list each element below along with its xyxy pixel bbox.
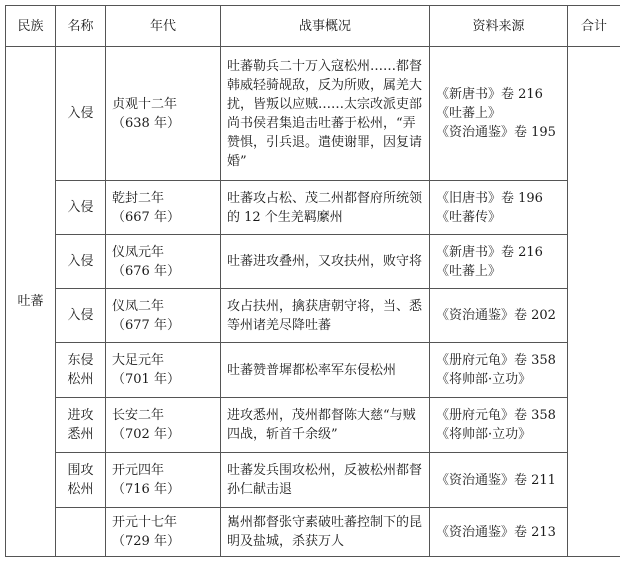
source-cell bbox=[430, 235, 568, 289]
overview-cell: 攻占扶州，擒获唐朝守将，当、悉等州诸羌尽降吐蕃 bbox=[221, 289, 430, 343]
era-cell bbox=[106, 508, 221, 557]
era-cell bbox=[106, 235, 221, 289]
total-cell bbox=[568, 47, 621, 557]
name-cell: 入侵 bbox=[56, 289, 106, 343]
source-line: 《册府元龟》卷 358 bbox=[436, 353, 556, 368]
source-line: 《资治通鉴》卷 211 bbox=[436, 472, 556, 488]
source-cell bbox=[430, 47, 568, 181]
overview-cell: 吐蕃进攻叠州，又攻扶州，败守将 bbox=[221, 235, 430, 289]
era-line: （729 年） bbox=[112, 534, 180, 549]
source-cell bbox=[430, 398, 568, 453]
name-line: 松州 bbox=[67, 372, 94, 387]
source-line: 《将帅部·立功》 bbox=[436, 427, 532, 442]
era-line: 开元四年 bbox=[112, 463, 165, 478]
header-name: 名称 bbox=[56, 6, 106, 47]
era-line: 乾封二年 bbox=[112, 190, 165, 206]
source-line: 《资治通鉴》卷 202 bbox=[436, 308, 556, 323]
table-row bbox=[6, 508, 621, 557]
source-line: 《吐蕃上》 bbox=[436, 106, 502, 121]
era-line: 开元十七年 bbox=[112, 515, 178, 530]
name-line: 松州 bbox=[67, 482, 94, 497]
era-line: 仪凤元年 bbox=[112, 244, 165, 260]
source-cell bbox=[430, 453, 568, 508]
name-cell: 入侵 bbox=[56, 47, 106, 181]
header-source: 资料来源 bbox=[430, 6, 568, 47]
source-cell bbox=[430, 343, 568, 398]
era-line: （702 年） bbox=[112, 427, 180, 442]
overview-cell: 吐蕃勒兵二十万入寇松州……都督韩威轻骑觇敌，反为所败，属羌大扰，皆叛以应贼……太宗改派吏部尚书侯君集追击吐蕃于松州，“弄赞惧，引兵退。遣使谢罪，因复请婚” bbox=[221, 47, 430, 181]
campaign-table bbox=[5, 5, 620, 557]
era-cell bbox=[106, 343, 221, 398]
era-cell bbox=[106, 398, 221, 453]
era-cell bbox=[106, 181, 221, 235]
era-line: （677 年） bbox=[112, 317, 180, 333]
name-cell: 入侵 bbox=[56, 235, 106, 289]
source-line: 《新唐书》卷 216 bbox=[436, 244, 543, 260]
overview-cell: 嶲州都督张守素破吐蕃控制下的昆明及盐城，杀获万人 bbox=[221, 508, 430, 557]
name-cell bbox=[56, 398, 106, 453]
era-cell bbox=[106, 289, 221, 343]
era-cell bbox=[106, 453, 221, 508]
era-line: 仪凤二年 bbox=[112, 298, 165, 314]
table-row bbox=[6, 47, 621, 181]
era-cell bbox=[106, 47, 221, 181]
era-line: （667 年） bbox=[112, 209, 180, 225]
source-line: 《资治通鉴》卷 195 bbox=[436, 125, 556, 140]
header-total: 合计 bbox=[568, 6, 621, 47]
name-line: 围攻 bbox=[67, 463, 94, 478]
era-line: 长安二年 bbox=[112, 408, 165, 423]
source-line: 《吐蕃传》 bbox=[436, 209, 502, 225]
source-line: 《将帅部·立功》 bbox=[436, 372, 532, 387]
source-line: 《旧唐书》卷 196 bbox=[436, 190, 543, 206]
name-cell bbox=[56, 343, 106, 398]
table-row bbox=[6, 289, 621, 343]
source-cell bbox=[430, 289, 568, 343]
era-line: （701 年） bbox=[112, 372, 180, 387]
ethnic-cell: 吐蕃 bbox=[6, 47, 56, 557]
overview-cell: 吐蕃攻占松、茂二州都督府所统领的 12 个生羌羁縻州 bbox=[221, 181, 430, 235]
table-row bbox=[6, 343, 621, 398]
source-line: 《新唐书》卷 216 bbox=[436, 87, 543, 102]
table-row bbox=[6, 181, 621, 235]
name-line: 进攻 bbox=[67, 408, 94, 423]
era-line: 大足元年 bbox=[112, 353, 165, 368]
name-cell bbox=[56, 508, 106, 557]
table-wrapper bbox=[5, 5, 620, 576]
name-cell: 入侵 bbox=[56, 181, 106, 235]
header-overview: 战事概况 bbox=[221, 6, 430, 47]
source-cell bbox=[430, 508, 568, 557]
header-ethnic: 民族 bbox=[6, 6, 56, 47]
name-line: 东侵 bbox=[67, 353, 94, 368]
header-row bbox=[6, 6, 621, 47]
source-line: 《吐蕃上》 bbox=[436, 263, 502, 279]
table-row bbox=[6, 235, 621, 289]
header-era: 年代 bbox=[106, 6, 221, 47]
source-line: 《册府元龟》卷 358 bbox=[436, 408, 556, 423]
name-cell bbox=[56, 453, 106, 508]
era-line: （638 年） bbox=[112, 115, 180, 131]
era-line: 贞观十二年 bbox=[112, 96, 178, 112]
era-line: （716 年） bbox=[112, 482, 180, 497]
overview-cell: 吐蕃发兵围攻松州，反被松州都督孙仁献击退 bbox=[221, 453, 430, 508]
era-line: （676 年） bbox=[112, 263, 180, 279]
table-row bbox=[6, 453, 621, 508]
source-line: 《资治通鉴》卷 213 bbox=[436, 524, 556, 540]
name-line: 悉州 bbox=[67, 427, 94, 442]
overview-cell: 吐蕃赞普墀都松率军东侵松州 bbox=[221, 343, 430, 398]
source-cell bbox=[430, 181, 568, 235]
overview-cell: 进攻悉州，茂州都督陈大慈“与贼四战，斩首千余级” bbox=[221, 398, 430, 453]
table-row bbox=[6, 398, 621, 453]
